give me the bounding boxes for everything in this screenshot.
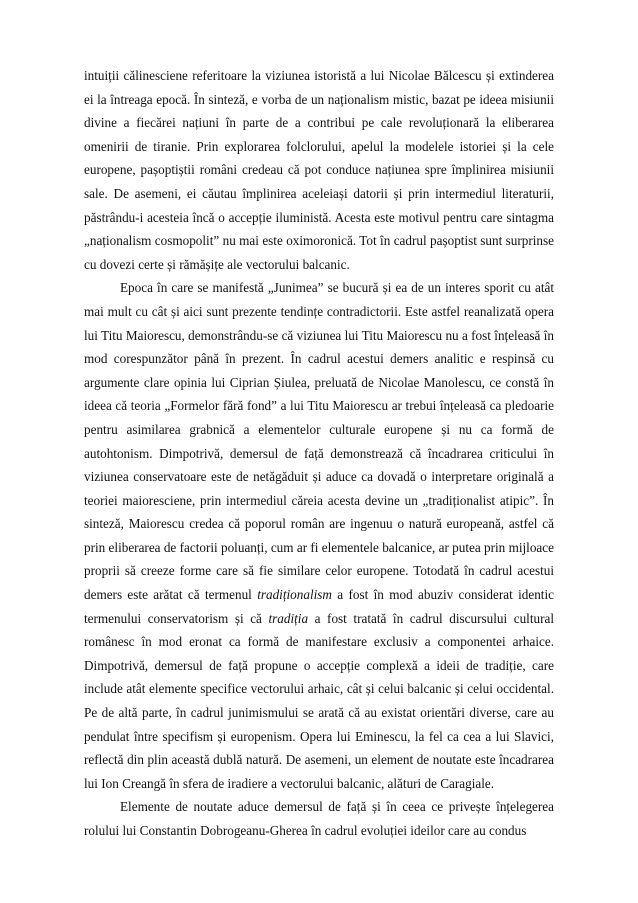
paragraph-3-text: Elemente de noutate aduce demersul de față și în ceea ce privește înțelegerea rolului lui Constantin Dobrogeanu-Gherea în cadrul evoluției ideilor care au condus [84, 799, 554, 838]
paragraph-2-text-b: a fost în mod abuziv considerat identic termenului conservatorism și că [84, 587, 554, 626]
italic-term-traditionalism: tradiționalism [257, 587, 332, 603]
paragraph-1 [84, 64, 554, 276]
paragraph-2-text-c: a fost tratată în cadrul discursului cultural românesc în mod eronat ca formă de manifestare exclusiv a componentei arhaice. Dimpotrivă, demersul de față propune o accepție complexă a ideii de tradiție, care include atât elemente specifice vectorului arhaic, cât și celui balcanic și celui occidental. Pe de altă parte, în cadrul junimismului se arată că au existat orientări diverse, care au pendulat între specifism și europenism. Opera lui Eminescu, la fel ca cea a lui Slavici, reflectă din plin această dublă natură. De asemeni, un element de noutate este încadrarea lui Ion Creangă în sfera de iradiere a vectorului balcanic, alături de Caragiale. [84, 610, 554, 791]
paragraph-2-text-a: Epoca în care se manifestă „Junimea” se bucură și ea de un interes sporit cu atât mai mult cu cât și aici sunt prezente tendințe contradictorii. Este astfel reanalizată opera lui Titu Maiorescu, demonstrându-se că viziunea lui Titu Maiorescu nu a fost înțeleasă în mod corespunzător până în prezent. În cadrul acestui demers analitic e respinsă cu argumente clare opinia lui Ciprian Șiulea, preluată de Nicolae Manolescu, ce constă în ideea că teoria „Formelor fără fond” a lui Titu Maiorescu ar trebui înțeleasă ca pledoarie pentru asimilarea grabnică a elementelor culturale europene și nu ca formă de autohtonism. Dimpotrivă, demersul de față demonstrează că încadrarea criticului în viziunea conservatoare este de netăgăduit și aduce ca dovadă o interpretare originală a teoriei maioresciene, prin intermediul căreia acesta devine un „tradiționalist atipic”. În sinteză, Maiorescu credea că poporul român are ingenuu o natură europeană, astfel că prin eliberarea de factorii poluanți, cum ar fi elementele balcanice, ar putea prin mijloace proprii să creeze forme care să fie similare celor europene. Totodată în cadrul acestui demers este arătat că termenul [84, 280, 554, 603]
paragraph-2 [84, 276, 554, 795]
paragraph-1-text: intuiții călinesciene referitoare la viziunea istoristă a lui Nicolae Bălcescu și extinderea ei la întreaga epocă. În sinteză, e vorba de un naționalism mistic, bazat pe ideea misiunii divine a fiecărei națiuni în parte de a contribui pe cale revoluționară la eliberarea omenirii de tiranie. Prin explorarea folclorului, apelul la modelele istoriei și la cele europene, pașoptiștii români credeau că pot conduce națiunea spre împlinirea misiunii sale. De asemeni, ei căutau împlinirea aceleiași datorii și prin intermediul literaturii, păstrându-i acesteia încă o accepție iluministă. Acesta este motivul pentru care sintagma „naționalism cosmopolit” nu mai este oximoronică. Tot în cadrul pașoptist sunt surprinse cu dovezi certe și rămășițe ale vectorului balcanic. [84, 68, 554, 272]
body-text [84, 64, 554, 843]
italic-term-traditia: tradiția [268, 610, 309, 626]
paragraph-3 [84, 795, 554, 842]
